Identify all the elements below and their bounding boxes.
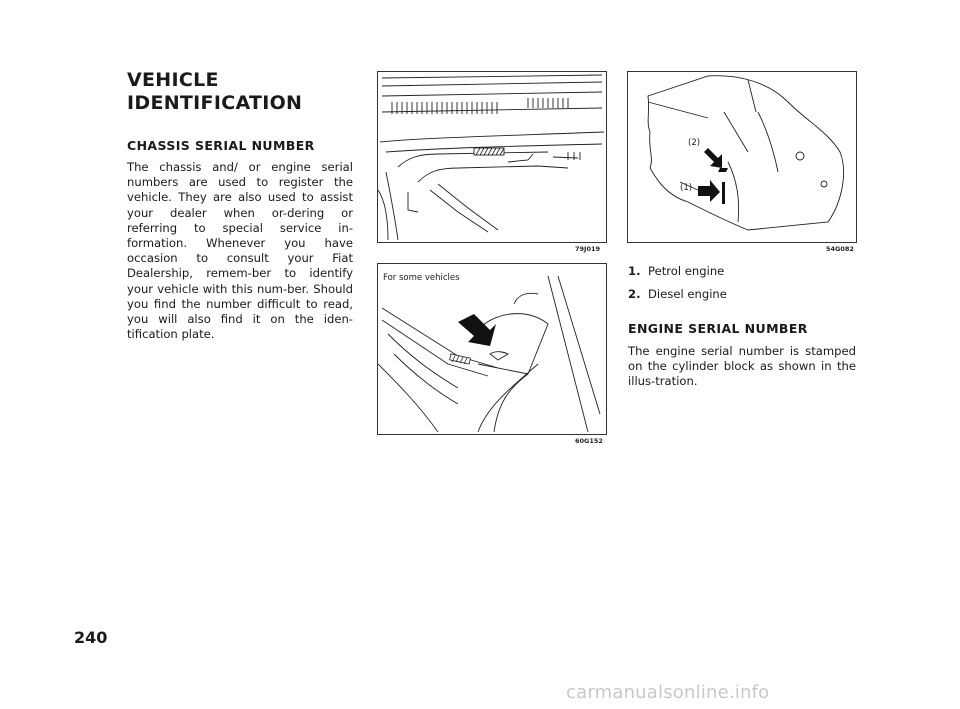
figure-chassis-location: [377, 71, 607, 243]
figure-code-79j019: 79J019: [575, 245, 601, 253]
page-number: 240: [74, 628, 108, 647]
watermark: carmanualsonline.info: [566, 682, 770, 703]
engine-type-list: [628, 264, 727, 310]
callout-2: (2): [688, 138, 701, 148]
list-item: [628, 264, 727, 279]
list-item-number: 1.: [628, 264, 641, 278]
chassis-location-drawing: [378, 72, 606, 242]
section-title: [127, 69, 367, 115]
callout-1: (1): [680, 183, 693, 193]
section-title-line-2: IDENTIFICATION: [127, 92, 303, 114]
figure-caption: For some vehicles: [383, 273, 460, 283]
figure-engine-serial: [627, 71, 857, 243]
figure-code-54g082: 54G082: [826, 245, 854, 253]
chassis-serial-heading: CHASSIS SERIAL NUMBER: [127, 138, 315, 153]
section-title-line-1: VEHICLE: [127, 69, 219, 91]
figure-code-60g152: 60G152: [575, 437, 603, 445]
engine-block-drawing: [628, 72, 856, 242]
engine-serial-paragraph: The engine serial number is stamped on the cylinder block as shown in the illus-tration.: [628, 344, 856, 389]
chassis-alternative-drawing: [378, 264, 606, 434]
engine-serial-heading: ENGINE SERIAL NUMBER: [628, 321, 808, 336]
list-item-label: Petrol engine: [648, 264, 725, 278]
list-item-label: Diesel engine: [648, 287, 727, 301]
list-item: [628, 287, 727, 302]
chassis-serial-paragraph: The chassis and/ or engine serial numbers are used to register the vehicle. They are also used to assist your dealer when or-dering or referring to special service in-formation. Whenever you have occasion to consult your Fiat Dealership, remem-ber to identify your vehicle with this num-ber. Should you find the number difficult to read, you will also find it on the iden-tification plate.: [127, 160, 353, 342]
list-item-number: 2.: [628, 287, 641, 301]
figure-chassis-alternative: [377, 263, 607, 435]
